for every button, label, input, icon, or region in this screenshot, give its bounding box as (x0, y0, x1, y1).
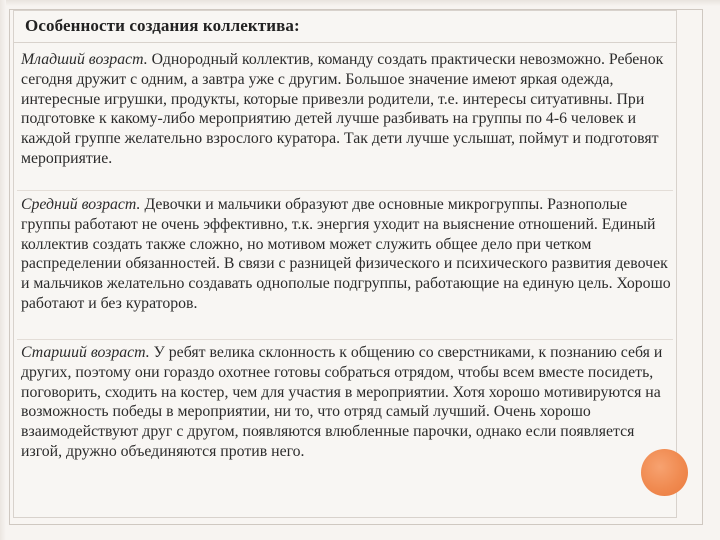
section-text-middle: Девочки и мальчики образуют две основные микрогруппы. Разнополые группы работают не очень эффективно, т.к. энергия уходит на выяснение отношений. Единый коллектив создать также сложно, но мотивом может служить общее дело при четком распределении обязанностей. В связи с разницей физического и психического развития девочек и мальчиков желательно создавать однополые подгруппы, работающие на единую цель. Хорошо работают и без кураторов. (21, 196, 671, 312)
slide-top-edge (0, 0, 720, 6)
slide-title: Особенности создания коллектива: (25, 16, 300, 35)
section-senior-age (21, 343, 673, 462)
section-text-junior: Однородный коллектив, команду создать практически невозможно. Ребенок сегодня дружит с одним, а завтра уже с другим. Большое значение имеют яркая одежда, интересные игрушки, продукты, которые привезли родители, т.е. интересы ситуативны. При подготовке к какому-либо мероприятию детей лучше разбивать на группы по 4-6 человек и каждой группе желательно взрослого куратора. Так дети лучше услышат, поймут и подготовят мероприятие. (21, 51, 664, 167)
decorative-orange-dot (641, 449, 688, 496)
section-middle-age (21, 195, 673, 314)
slide-left-edge (0, 0, 6, 540)
section-lead-middle: Средний возраст. (21, 196, 141, 213)
section-lead-senior: Старший возраст. (21, 344, 150, 361)
section-divider (17, 339, 673, 340)
section-lead-junior: Младший возраст. (21, 51, 148, 68)
section-text-senior: У ребят велика склонность к общению со сверстниками, к познанию себя и других, поэтому они гораздо охотнее готовы собраться отрядом, чтобы всем вместе посидеть, поговорить, сходить на костер, чем для участия в мероприятии. Хотя хорошо мотивируются на возможность победы в мероприятии, ни то, что отряд самый лучший. Очень хорошо взаимодействуют друг с другом, появляются влюбленные парочки, однако если появляется изгой, дружно объединяются против него. (21, 344, 663, 460)
section-divider (17, 190, 673, 191)
section-junior-age (21, 50, 673, 169)
title-divider (13, 42, 677, 43)
